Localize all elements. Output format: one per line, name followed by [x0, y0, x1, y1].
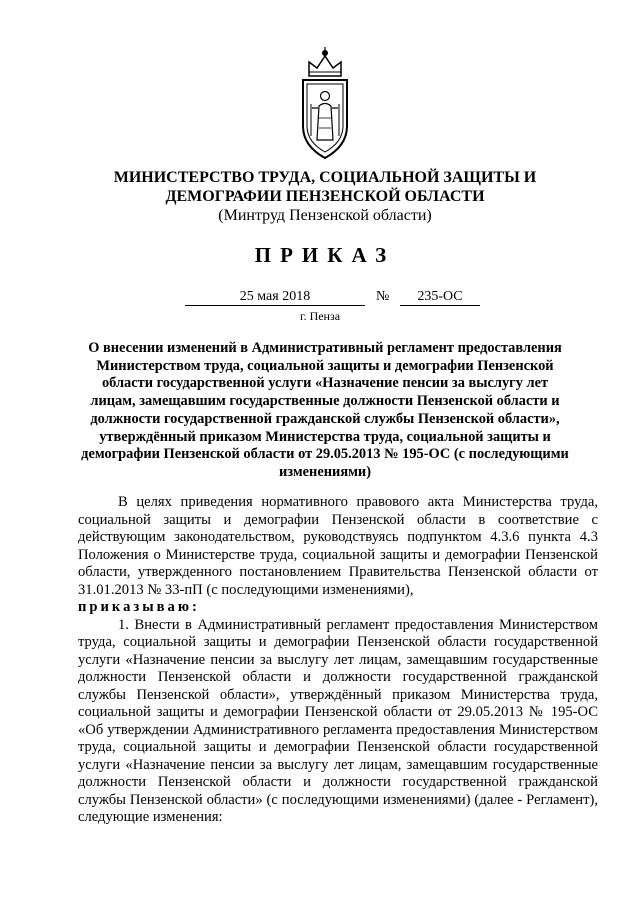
ministry-name: МИНИСТЕРСТВО ТРУДА, СОЦИАЛЬНОЙ ЗАЩИТЫ И ДЕМОГРАФИИ ПЕНЗЕНСКОЙ ОБЛАСТИ	[113, 169, 537, 205]
preamble-paragraph: В целях приведения нормативного правового акта Министерства труда, социальной защиты и демографии Пензенской области в соответствие с действующим законодательством, руководствуясь подпунктом 4.3.6 пункта 4.3 Положения о Министерстве труда, социальной защиты и демографии Пензенской области, утвержденного постановлением Правительства Пензенской области от 31.01.2013 № 33-пП (с последующими изменениями),	[78, 494, 598, 598]
item-1-paragraph: 1. Внести в Административный регламент предоставления Министерством труда, социальной защиты и демографии Пензенской области государственной услуги «Назначение пенсии за выслугу лет лицам, замещавшим государственные должности Пензенской области и должности государственной гражданской службы Пензенской области», утверждённый приказом Министерства труда, социальной защиты и демографии Пензенской области от 29.05.2013 № 195-ОС «Об утверждении Административного регламента предоставления Министерством труда, социальной защиты и демографии Пензенской области государственной услуги «Назначение пенсии за выслугу лет лицам, замещавшим государственные должности Пензенской области и должности государственной гражданской службы Пензенской области» (с последующими изменениями) (далее - Регламент), следующие изменения:	[78, 616, 598, 825]
ministry-short-name: (Минтруд Пензенской области)	[218, 207, 432, 224]
command-text: приказываю:	[78, 599, 200, 615]
command-word	[78, 599, 598, 617]
order-number: 235-ОС	[400, 289, 480, 306]
coat-of-arms-icon	[295, 46, 355, 162]
order-number-sign: №	[376, 289, 390, 304]
document-type-title: ПРИКАЗ	[254, 243, 396, 267]
order-city: г. Пенза	[300, 309, 341, 323]
order-subject: О внесении изменений в Административный регламент предоставления Министерством труда, социальной защиты и демографии Пензенской области государственной услуги «Назначение пенсии за выслугу лет лицам, замещавшим государственные должности Пензенской области и должности государственной гражданской службы Пензенской области», утверждённый приказом Министерства труда, социальной защиты и демографии Пензенской области от 29.05.2013 № 195-ОС (с последующими изменениями)	[81, 340, 569, 480]
order-body	[78, 494, 598, 827]
order-date: 25 мая 2018	[185, 289, 365, 306]
